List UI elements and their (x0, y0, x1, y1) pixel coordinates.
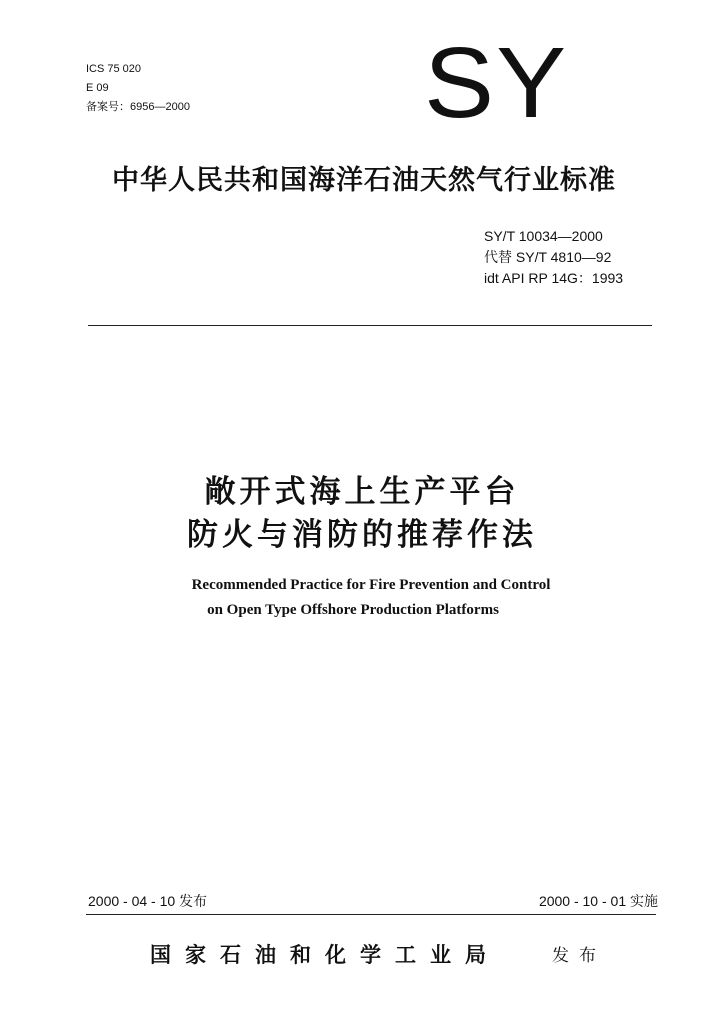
identical-standard: idt API RP 14G：1993 (484, 270, 624, 286)
replaces-standard: 代替 SY/T 4810—92 (484, 249, 612, 265)
title-en-line1: Recommended Practice for Fire Prevention and Control (191, 577, 551, 593)
title-cn-line1: 敞开式海上生产平台 (204, 474, 520, 510)
title-cn-line2: 防火与消防的推荐作法 (187, 517, 537, 553)
footer-divider (86, 914, 656, 915)
publish-label: 发布 (552, 946, 606, 966)
industry-standard-title: 中华人民共和国海洋石油天然气行业标准 (112, 165, 616, 196)
publisher-name: 国家石油和化学工业局 (150, 942, 500, 967)
effective-date: 2000 - 10 - 01 实施 (538, 893, 658, 909)
filing-number: 备案号：6956—2000 (86, 101, 190, 113)
ics-code: ICS 75 020 (86, 63, 142, 75)
document-meta (86, 60, 190, 117)
e-code: E 09 (86, 82, 109, 94)
standard-codes (484, 226, 623, 289)
header-divider (88, 325, 652, 326)
sy-logo: SY (424, 27, 569, 139)
issue-date: 2000 - 04 - 10 发布 (88, 893, 208, 909)
title-en-line2: on Open Type Offshore Production Platforms (207, 602, 499, 618)
standard-number: SY/T 10034—2000 (484, 228, 603, 244)
